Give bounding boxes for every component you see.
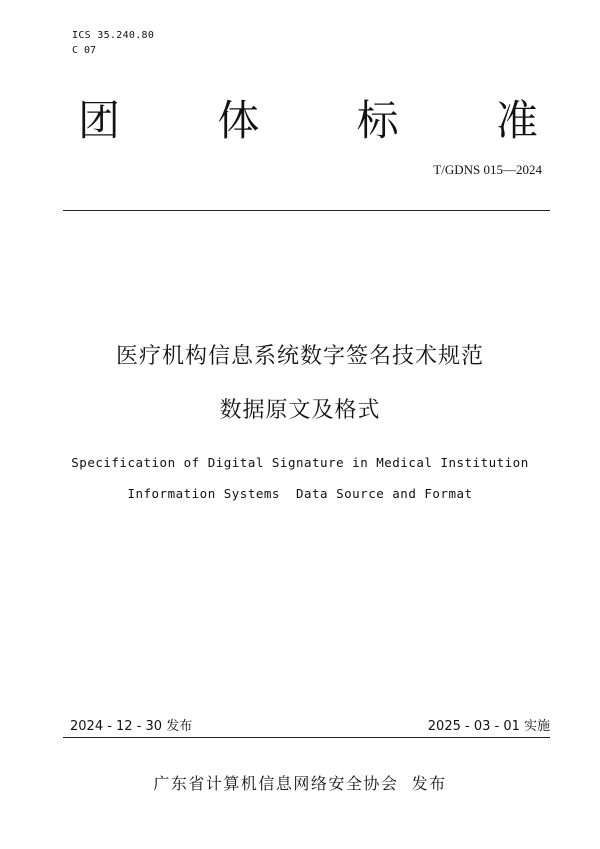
implementation-date: 2025 - 03 - 01 实施	[427, 719, 550, 734]
doc-type-char: 体	[217, 96, 260, 145]
doc-type-char: 团	[78, 96, 121, 145]
issue-date: 2024 - 12 - 30 发布	[70, 719, 193, 734]
document-type-heading	[78, 88, 538, 148]
standard-number: T/GDNS 015—2024	[433, 162, 542, 177]
top-divider	[63, 210, 550, 211]
english-title-line-1: Specification of Digital Signature in Medical Institution	[71, 455, 529, 470]
bottom-divider	[63, 737, 550, 738]
ics-code: ICS 35.240.80	[72, 30, 155, 41]
doc-type-char: 准	[495, 96, 538, 145]
publisher-line: 广东省计算机信息网络安全协会 发布	[153, 774, 447, 793]
chinese-title-line-1: 医疗机构信息系统数字签名技术规范	[115, 344, 484, 369]
chinese-title-line-2: 数据原文及格式	[219, 398, 381, 423]
ccs-code: C 07	[72, 45, 97, 56]
english-title-line-2: Information Systems Data Source and Format	[127, 486, 473, 501]
doc-type-char: 标	[356, 96, 399, 145]
